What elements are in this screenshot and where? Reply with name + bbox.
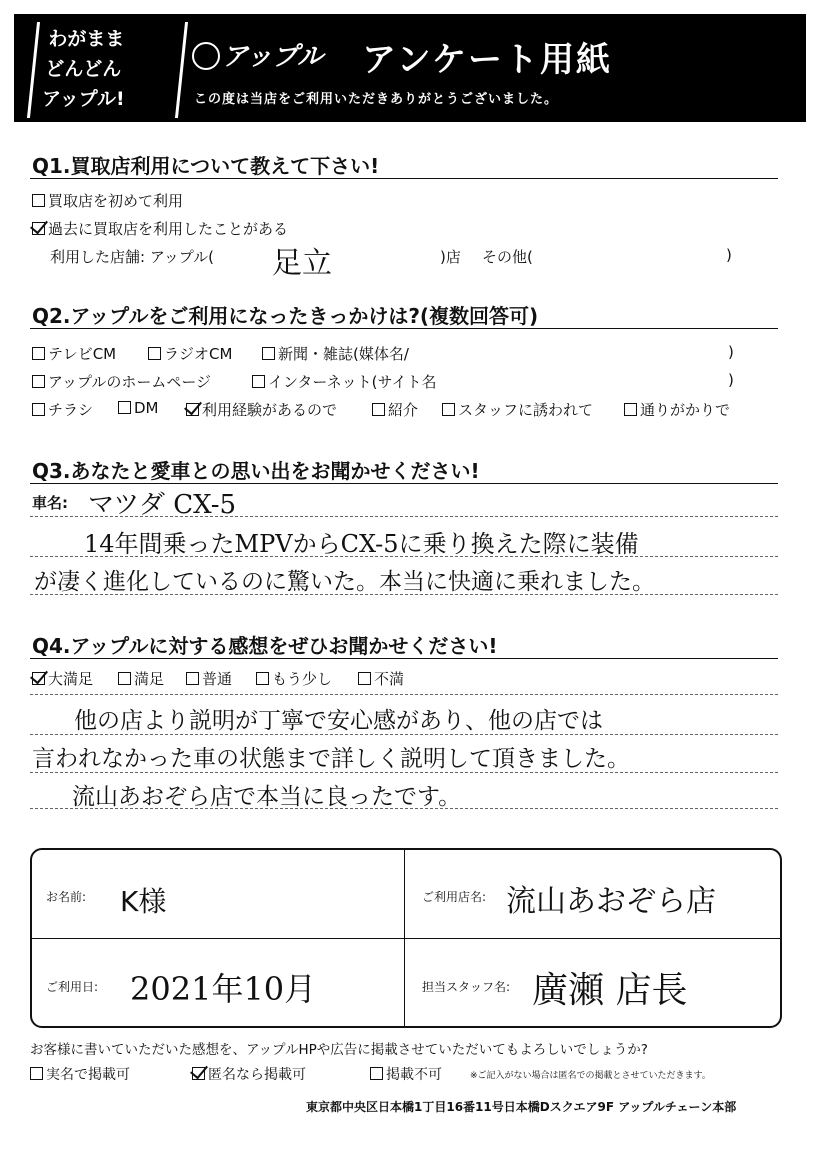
q1-store-prefix: 利用した店舗: アップル( [50, 248, 215, 266]
info-horizontal-divider [32, 938, 780, 939]
q1-store-suffix: )店 [440, 248, 461, 266]
q1-option-used-before[interactable]: 過去に買取店を利用したことがある [32, 218, 288, 239]
q2-title: Q2.アップルをご利用になったきっかけは?(複数回答可) [32, 304, 539, 328]
header-banner [14, 14, 806, 122]
q2-option-experience[interactable]: 利用経験があるので [186, 399, 337, 420]
q2-option-radio[interactable]: ラジオCM [148, 343, 232, 364]
checkbox-first-time[interactable] [32, 194, 45, 207]
name-label: お名前: [46, 890, 87, 904]
publish-option-no[interactable]: 掲載不可 [370, 1064, 442, 1084]
q2-option-internet[interactable]: インターネット(サイト名 [252, 371, 436, 392]
checkbox-flyer[interactable] [32, 403, 45, 416]
staff-label: 担当スタッフ名: [422, 980, 511, 994]
publish-question: お客様に書いていただいた感想を、アップルHPや広告に掲載させていただいてもよろしいでしょうか? [30, 1042, 648, 1058]
q4-rating-so-so[interactable]: もう少し [256, 668, 332, 689]
q4-line-3 [30, 772, 778, 773]
checkbox-referral[interactable] [372, 403, 385, 416]
checkbox-tv[interactable] [32, 347, 45, 360]
publish-option-real-name[interactable]: 実名で掲載可 [30, 1064, 130, 1084]
checkbox-dissatisfied[interactable] [358, 672, 371, 685]
q2-option-passing[interactable]: 通りがかりで [624, 399, 730, 420]
q2-row2-close: ) [728, 371, 734, 389]
checkbox-real-name[interactable] [30, 1067, 43, 1080]
customer-info-box [30, 848, 782, 1028]
checkbox-no-publish[interactable] [370, 1067, 383, 1080]
q1-other-prefix: その他( [482, 248, 533, 266]
checkbox-radio[interactable] [148, 347, 161, 360]
q2-option-referral[interactable]: 紹介 [372, 399, 418, 420]
q4-line-4 [30, 808, 778, 809]
name-value[interactable]: K様 [120, 885, 167, 918]
thanks-message: この度は当店をご利用いただきありがとうございました。 [194, 92, 559, 107]
checkbox-satisfied[interactable] [118, 672, 131, 685]
q2-option-flyer[interactable]: チラシ [32, 399, 93, 420]
slogan-line-3: アップル! [42, 88, 125, 110]
checkbox-used-before[interactable] [32, 222, 45, 235]
q1-other-suffix: ) [726, 246, 732, 264]
q4-divider [30, 658, 778, 659]
checkbox-staff[interactable] [442, 403, 455, 416]
q4-line-2 [30, 734, 778, 735]
date-label: ご利用日: [46, 980, 99, 994]
q2-option-newspaper[interactable]: 新聞・雑誌(媒体名/ [262, 343, 409, 364]
q1-divider [30, 178, 778, 179]
q4-title: Q4.アップルに対する感想をぜひお聞かせください! [32, 634, 498, 658]
q2-option-staff[interactable]: スタッフに誘われて [442, 399, 593, 420]
q2-option-homepage[interactable]: アップルのホームページ [32, 371, 211, 392]
q3-title: Q3.あなたと愛車との思い出をお聞かせください! [32, 459, 480, 483]
q2-divider [30, 328, 778, 329]
store-name-value[interactable]: 流山あおぞら店 [506, 884, 716, 919]
q4-text-line-2[interactable]: 言われなかった車の状態まで詳しく説明して頂きました。 [32, 746, 630, 772]
q1-title: Q1.買取店利用について教えて下さい! [32, 154, 380, 178]
checkbox-dm[interactable] [118, 401, 131, 414]
checkbox-anonymous[interactable] [192, 1067, 205, 1080]
publish-option-anonymous[interactable]: 匿名なら掲載可 [192, 1064, 306, 1084]
store-name-label: ご利用店名: [422, 890, 487, 904]
staff-value[interactable]: 廣瀬 店長 [532, 970, 688, 1011]
checkbox-so-so[interactable] [256, 672, 269, 685]
q3-text-line-1[interactable]: 14年間乗ったMPVからCX-5に乗り換えた際に装備 [84, 530, 639, 558]
q3-text-line-2[interactable]: が凄く進化しているのに驚いた。本当に快適に乗れました。 [34, 569, 655, 595]
q2-option-tv[interactable]: テレビCM [32, 343, 116, 364]
q3-line-2 [30, 556, 778, 557]
q4-line-1 [30, 694, 778, 695]
q4-rating-satisfied[interactable]: 満足 [118, 668, 164, 689]
checkbox-very-satisfied[interactable] [32, 672, 45, 685]
date-value[interactable]: 2021年10月 [130, 970, 317, 1008]
q3-car-label: 車名: [32, 494, 68, 512]
brand-name: アップル [222, 42, 324, 72]
q4-text-line-3[interactable]: 流山あおぞら店で本当に良ったです。 [72, 784, 462, 810]
checkbox-newspaper[interactable] [262, 347, 275, 360]
checkbox-experience[interactable] [186, 403, 199, 416]
slogan-line-2: どんどん [45, 58, 122, 80]
form-title: アンケート用紙 [362, 40, 612, 80]
q3-car-value[interactable]: マツダ CX-5 [88, 490, 237, 520]
slogan-line-1: わがまま [48, 28, 125, 50]
q1-option-first-time[interactable]: 買取店を初めて利用 [32, 190, 183, 211]
q4-text-line-1[interactable]: 他の店より説明が丁寧で安心感があり、他の店では [74, 708, 603, 734]
checkbox-internet[interactable] [252, 375, 265, 388]
checkbox-passing[interactable] [624, 403, 637, 416]
q4-rating-normal[interactable]: 普通 [186, 668, 232, 689]
publish-note: ※ご記入がない場合は匿名での掲載とさせていただきます。 [470, 1071, 711, 1081]
q3-line-3 [30, 594, 778, 595]
company-address: 東京都中央区日本橋1丁目16番11号日本橋Dスクエア9F アップルチェーン本部 [306, 1100, 737, 1114]
q2-row1-close: ) [728, 343, 734, 361]
apple-logo-icon [192, 42, 220, 70]
slogan-box [27, 22, 188, 118]
q4-rating-dissatisfied[interactable]: 不満 [358, 668, 404, 689]
q4-rating-very-satisfied[interactable]: 大満足 [32, 668, 93, 689]
q1-store-value[interactable]: 足立 [272, 246, 332, 281]
q2-option-dm[interactable]: DM [118, 399, 159, 417]
q3-line-1 [30, 516, 778, 517]
checkbox-normal[interactable] [186, 672, 199, 685]
checkbox-homepage[interactable] [32, 375, 45, 388]
